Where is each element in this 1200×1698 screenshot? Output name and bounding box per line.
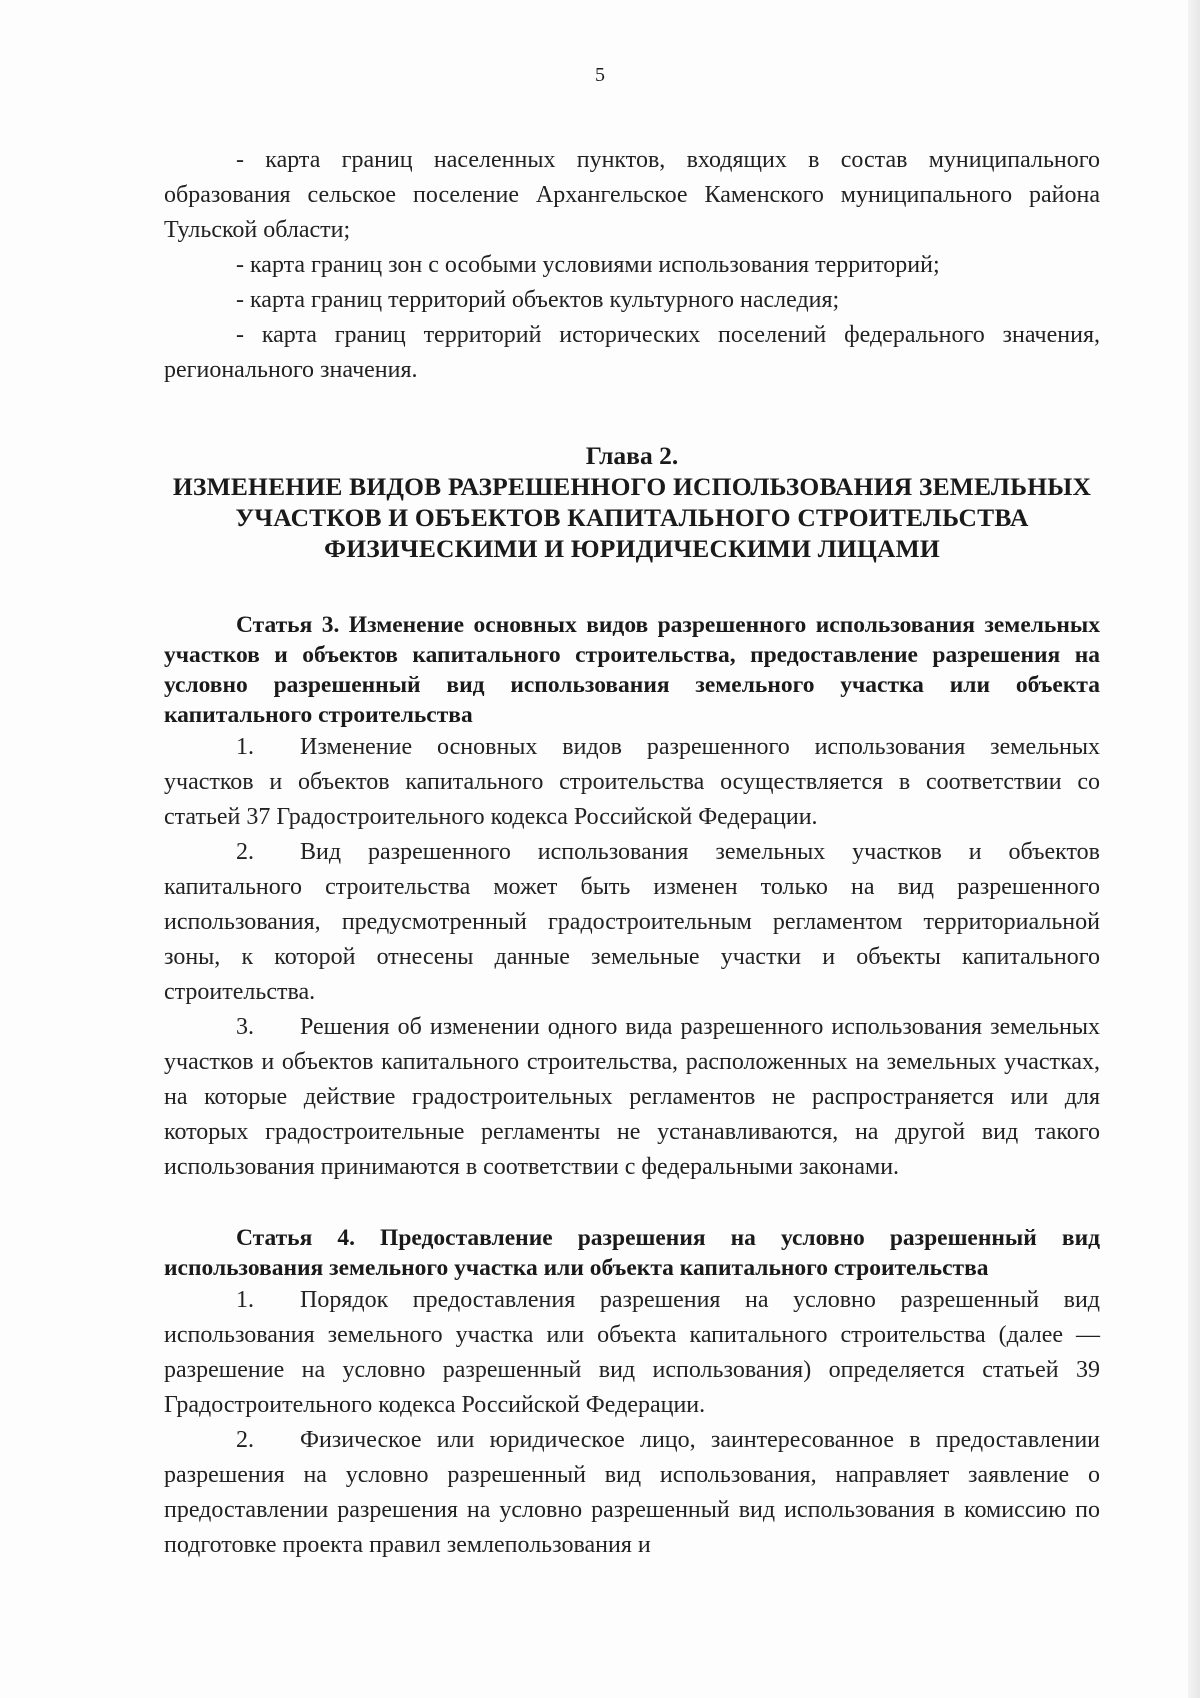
intro-paragraph-3: - карта границ территорий объектов культурного наследия; <box>236 287 840 313</box>
document-body <box>164 143 1100 1563</box>
article-4-item-2 <box>164 1423 1100 1563</box>
chapter-heading <box>164 440 1100 564</box>
item-number: 1. <box>236 734 254 760</box>
item-text: Изменение основных видов разрешенного использования земельных участков и объектов капитального строительства осуществляется в соответствии со статьей 37 Градостроительного кодекса Российской Федерации. <box>164 734 1100 830</box>
item-number: 3. <box>236 1014 254 1040</box>
item-text: Вид разрешенного использования земельных участков и объектов капитального строительства может быть изменен только на вид разрешенного использования, предусмотренный градостроительным регламентом территориальной зоны, к которой отнесены данные земельные участки и объекты капитального строительства. <box>164 839 1100 1005</box>
article-3-item-3 <box>164 1010 1100 1185</box>
article-3-item-2 <box>164 835 1100 1010</box>
item-number: 1. <box>236 1287 254 1313</box>
intro-paragraph-2: - карта границ зон с особыми условиями использования территорий; <box>236 252 940 278</box>
chapter-title: ИЗМЕНЕНИЕ ВИДОВ РАЗРЕШЕННОГО ИСПОЛЬЗОВАНИЯ ЗЕМЕЛЬНЫХ УЧАСТКОВ И ОБЪЕКТОВ КАПИТАЛЬНОГО СТРОИТЕЛЬСТВА ФИЗИЧЕСКИМИ И ЮРИДИЧЕСКИМИ ЛИЦАМИ <box>172 472 1092 563</box>
item-text: Физическое или юридическое лицо, заинтересованное в предоставлении разрешения на условно разрешенный вид использования, направляет заявление о предоставлении разрешения на условно разрешенный вид использования в комиссию по подготовке проекта правил землепользования и <box>164 1427 1100 1558</box>
article-3-title: Статья 3. Изменение основных видов разрешенного использования земельных участков и объектов капитального строительства, предоставление разрешения на условно разрешенный вид использования земельного участка или объекта капитального строительства <box>164 612 1100 728</box>
article-4-item-1 <box>164 1283 1100 1423</box>
item-number: 2. <box>236 839 254 865</box>
article-3-item-1 <box>164 730 1100 835</box>
scan-edge <box>1188 0 1200 1698</box>
item-text: Решения об изменении одного вида разрешенного использования земельных участков и объектов капитального строительства, расположенных на земельных участках, на которые действие градостроительных регламентов не распространяется или для которых градостроительные регламенты не устанавливаются, на другой вид такого использования принимаются в соответствии с федеральными законами. <box>164 1014 1100 1180</box>
article-4-title: Статья 4. Предоставление разрешения на условно разрешенный вид использования земельного участка или объекта капитального строительства <box>164 1225 1100 1281</box>
intro-paragraph-4: - карта границ территорий исторических поселений федерального значения, регионального значения. <box>164 322 1100 383</box>
page-number: 5 <box>595 64 605 86</box>
intro-paragraph-1: - карта границ населенных пунктов, входящих в состав муниципального образования сельское поселение Архангельское Каменского муниципального района Тульской области; <box>164 147 1100 243</box>
item-text: Порядок предоставления разрешения на условно разрешенный вид использования земельного участка или объекта капитального строительства (далее — разрешение на условно разрешенный вид использования) определяется статьей 39 Градостроительного кодекса Российской Федерации. <box>164 1287 1100 1418</box>
item-number: 2. <box>236 1427 254 1453</box>
chapter-number: Глава 2. <box>585 441 679 470</box>
